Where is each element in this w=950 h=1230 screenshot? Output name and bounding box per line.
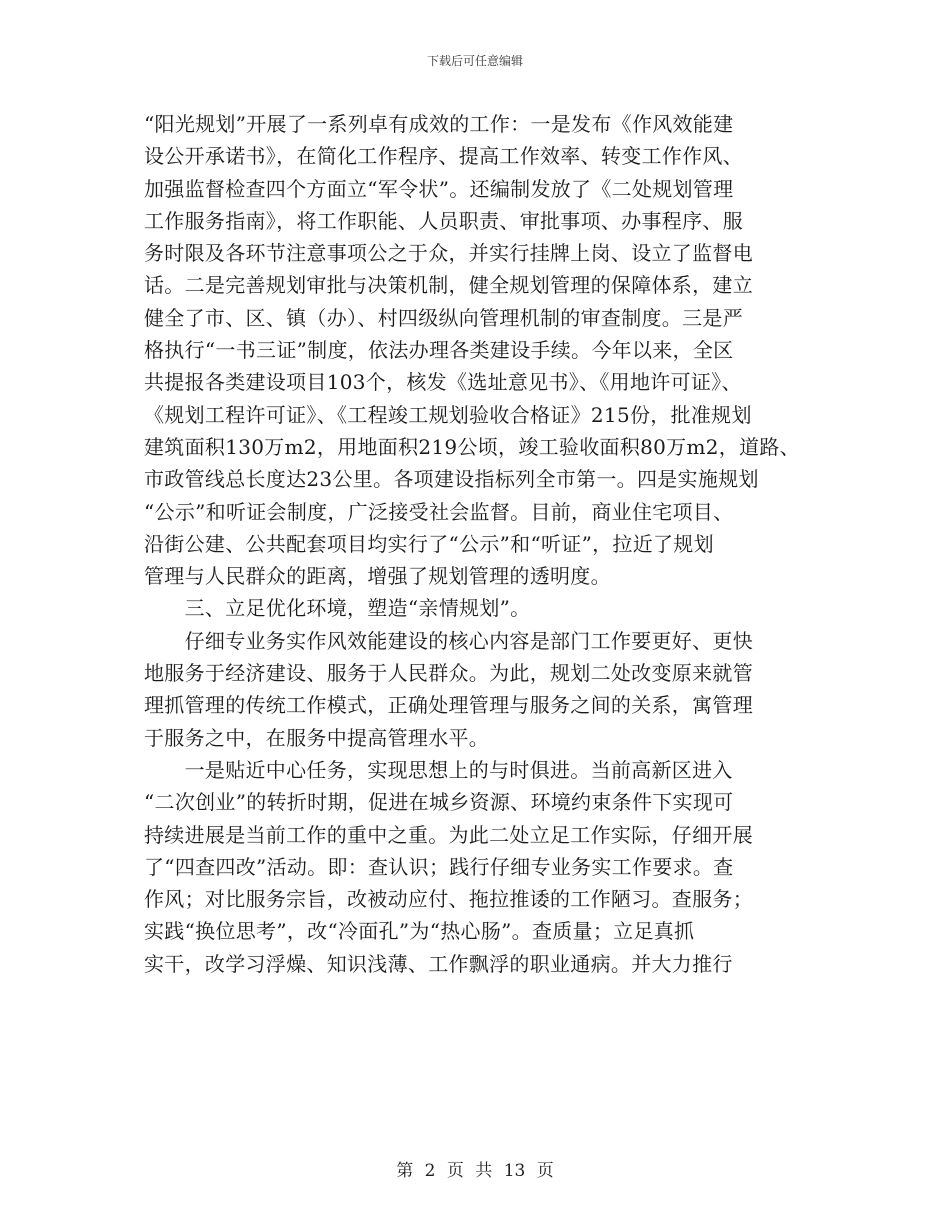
text-line: “阳光规划”开展了一系列卓有成效的工作：一是发布《作风效能建 xyxy=(144,112,734,136)
text-line: 建筑面积130万m2，用地面积219公顷，竣工验收面积80万m2，道路、 xyxy=(144,434,800,459)
text-line: 加强监督检查四个方面立“军令状”。还编制发放了《二处规划管理 xyxy=(144,176,734,201)
text-line: 管理与人民群众的距离，增强了规划管理的透明度。 xyxy=(144,564,611,589)
text-line: 于服务之中，在服务中提高管理水平。 xyxy=(144,725,490,750)
text-line: 话。二是完善规划审批与决策机制，健全规划管理的保障体系，建立 xyxy=(144,273,753,298)
text-line: 健全了市、区、镇（办）、村四级纵向管理机制的审查制度。三是严 xyxy=(144,305,743,330)
text-line: 共提报各类建设项目103个，核发《选址意见书》、《用地许可证》、 xyxy=(144,370,742,395)
text-line: 市政管线总长度达23公里。各项建设指标列全市第一。四是实施规划 xyxy=(144,467,759,492)
text-line: 了“四查四改”活动。即：查认识；践行仔细专业务实工作要求。查 xyxy=(144,854,734,879)
text-line: 作风；对比服务宗旨，改被动应付、拖拉推诿的工作陋习。查服务； xyxy=(144,887,753,912)
text-line: 沿街公建、公共配套项目均实行了“公示”和“听证”，拉近了规划 xyxy=(144,531,714,556)
page-header-note: 下载后可任意编辑 xyxy=(426,54,523,68)
text-line: 地服务于经济建设、服务于人民群众。为此，规划二处改变原来就管 xyxy=(144,661,753,686)
text-line: 理抓管理的传统工作模式，正确处理管理与服务之间的关系，寓管理 xyxy=(144,693,753,718)
text-line: 格执行“一书三证”制度，依法办理各类建设手续。今年以来，全区 xyxy=(144,338,734,363)
text-line: “公示”和听证会制度，广泛接受社会监督。目前，商业住宅项目、 xyxy=(144,499,734,524)
text-line: 设公开承诺书》，在简化工作程序、提高工作效率、转变工作作风、 xyxy=(144,144,743,169)
text-line: 持续进展是当前工作的重中之重。为此二处立足工作实际，仔细开展 xyxy=(144,822,753,847)
document-body xyxy=(144,108,834,980)
text-line: “二次创业”的转折时期，促进在城乡资源、环境约束条件下实现可 xyxy=(144,790,734,815)
text-line: 工作服务指南》，将工作职能、人员职责、审批事项、办事程序、服 xyxy=(144,208,743,233)
text-line: 务时限及各环节注意事项公之于众，并实行挂牌上岗、设立了监督电 xyxy=(144,241,753,266)
page-number-footer: 第 2 页 共 13 页 xyxy=(396,1161,554,1181)
text-line: 一是贴近中心任务，实现思想上的与时俱进。当前高新区进入 xyxy=(144,757,733,782)
text-line: 实践“换位思考”，改“冷面孔”为“热心肠”。查质量；立足真抓 xyxy=(144,919,695,944)
text-line: 《规划工程许可证》、《工程竣工规划验收合格证》215份，批准规划 xyxy=(144,402,752,427)
text-line: 仔细专业务实作风效能建设的核心内容是部门工作要更好、更快 xyxy=(144,628,753,653)
text-line: 实干，改学习浮燥、知识浅薄、工作飘浮的职业通病。并大力推行 xyxy=(144,951,733,976)
section-heading: 三、立足优化环境，塑造“亲情规划”。 xyxy=(144,596,531,621)
